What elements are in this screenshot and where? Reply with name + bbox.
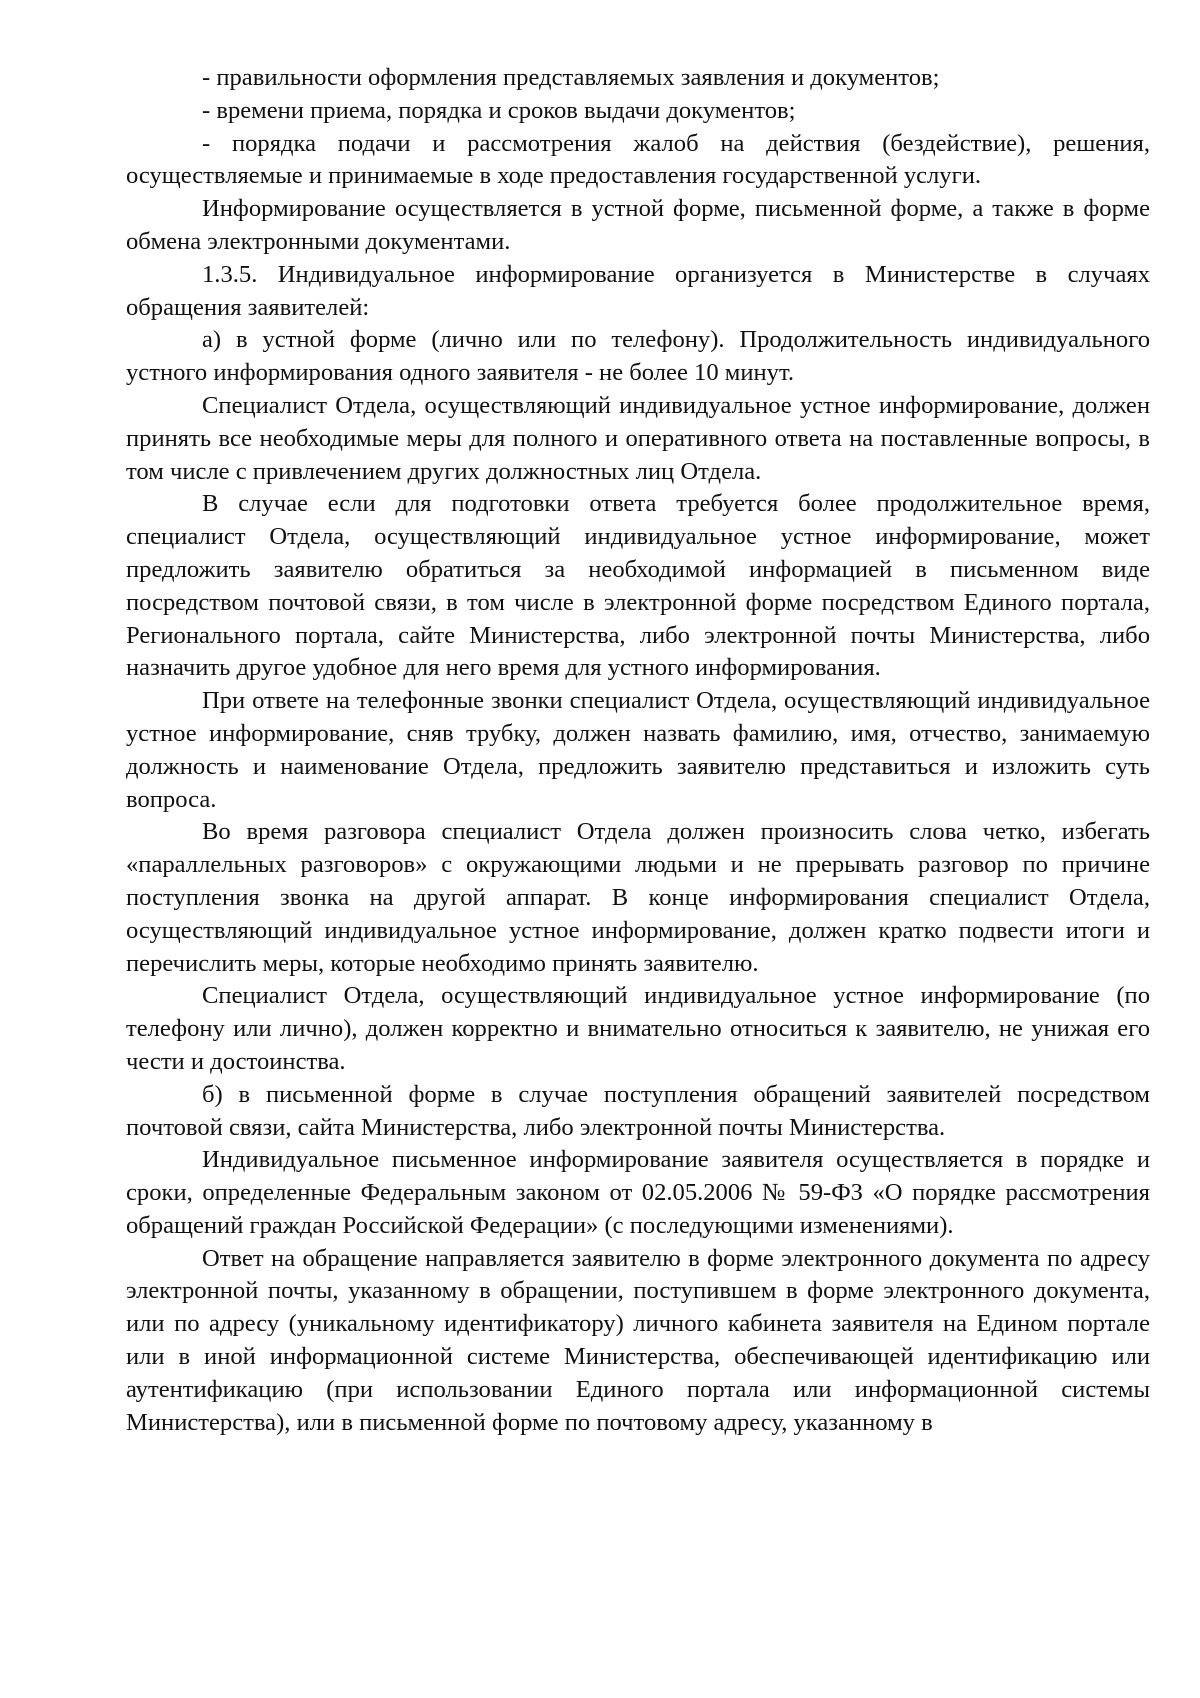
paragraph-longer-time: В случае если для подготовки ответа требуется более продолжительное время, специалист Отдела, осуществляющий индивидуальное устное информирование, может предложить заявителю обратиться за необходимой информацией в письменном виде посредством почтовой связи, в том числе в электронной форме посредством Единого портала, Регионального портала, сайте Министерства, либо электронной почты Министерства, либо назначить другое удобное для него время для устного информирования. — [126, 490, 1150, 682]
paragraph-item-complaints: - порядка подачи и рассмотрения жалоб на действия (бездействие), решения, осуществляемые и принимаемые в ходе предоставления государственной услуги. — [126, 129, 1150, 190]
paragraph-informing-forms: Информирование осуществляется в устной форме, письменной форме, а также в форме обмена электронными документами. — [126, 195, 1150, 255]
paragraph-response-delivery: Ответ на обращение направляется заявителю в форме электронного документа по адресу электронной почты, указанному в обращении, поступившем в форме электронного документа, или по адресу (уникальному идентификатору) личного кабинета заявителя на Едином портале или в иной информационной системе Министерства, обеспечивающей идентификацию или аутентификацию (при использовании Единого портала или информационной системы Министерства), или в письменной форме по почтовому адресу, указанному в — [126, 1244, 1150, 1436]
paragraph-specialist-measures: Специалист Отдела, осуществляющий индивидуальное устное информирование, должен принять все необходимые меры для полного и оперативного ответа на поставленные вопросы, в том числе с привлечением других должностных лиц Отдела. — [126, 391, 1150, 485]
paragraph-courtesy: Специалист Отдела, осуществляющий индивидуальное устное информирование (по телефону или лично), должен корректно и внимательно относиться к заявителю, не унижая его чести и достоинства. — [126, 982, 1150, 1075]
paragraph-oral-form: а) в устной форме (лично или по телефону). Продолжительность индивидуального устного информирования одного заявителя - не более 10 минут. — [126, 326, 1150, 387]
paragraph-clause-1-3-5: 1.3.5. Индивидуальное информирование организуется в Министерстве в случаях обращения заявителей: — [126, 260, 1150, 321]
document-page — [126, 62, 1150, 1439]
paragraph-conversation-rules: Во время разговора специалист Отдела должен произносить слова четко, избегать «параллельных разговоров» с окружающими людьми и не прерывать разговор по причине поступления звонка на другой аппарат. В конце информирования специалист Отдела, осуществляющий индивидуальное устное информирование, должен кратко подвести итоги и перечислить меры, которые необходимо принять заявителю. — [126, 818, 1150, 977]
paragraph-item-reception-time: - времени приема, порядка и сроков выдачи документов; — [202, 96, 796, 124]
paragraph-phone-calls: При ответе на телефонные звонки специалист Отдела, осуществляющий индивидуальное устное информирование, сняв трубку, должен назвать фамилию, имя, отчество, занимаемую должность и наименование Отдела, предложить заявителю представиться и изложить суть вопроса. — [126, 687, 1150, 813]
paragraph-written-form: б) в письменной форме в случае поступления обращений заявителей посредством почтовой связи, сайта Министерства, либо электронной почты Министерства. — [126, 1080, 1150, 1141]
paragraph-written-informing: Индивидуальное письменное информирование заявителя осуществляется в порядке и сроки, определенные Федеральным законом от 02.05.2006 № 59-ФЗ «О порядке рассмотрения обращений граждан Российской Федерации» (с последующими изменениями). — [126, 1146, 1150, 1239]
paragraph-item-correctness: - правильности оформления представляемых заявления и документов; — [202, 64, 940, 91]
